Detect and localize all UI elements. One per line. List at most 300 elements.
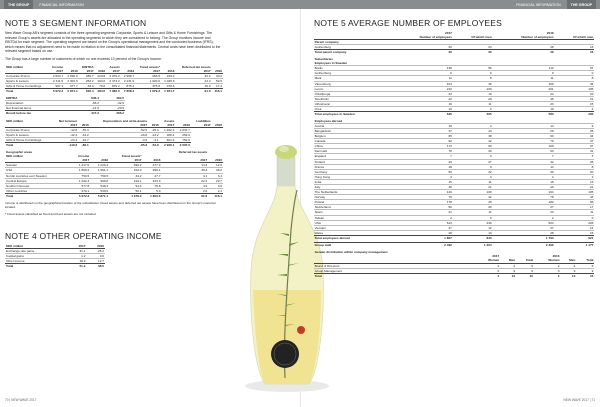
row-label: Poland <box>314 200 391 205</box>
depreciation-table <box>5 119 223 148</box>
cell-value: 2 031.7 <box>175 127 191 132</box>
row-label: Sports & Leisure <box>5 132 52 137</box>
cell-value: 750.5 <box>71 173 91 178</box>
cell-value: 2017 <box>71 158 91 163</box>
cell-value: 2016 <box>148 123 160 128</box>
row-label: Group total <box>314 243 391 248</box>
cell-value: 2 396 <box>492 243 554 248</box>
cell-value: 4 <box>554 107 594 112</box>
cell-value: 2016 <box>161 69 176 74</box>
cell-value: 56 <box>453 66 493 71</box>
cell-value: 2 663.7 <box>49 73 64 78</box>
page-footer: NEW WAVE 2017 | 71 <box>563 398 595 402</box>
cell-value: 2 <box>473 273 499 278</box>
cell-value: 12 <box>453 225 493 230</box>
cell-value: 375.8 <box>135 83 161 88</box>
cell-value: 2 590.6 <box>64 73 79 78</box>
cell-value: 376.6 <box>161 83 176 88</box>
cell-value: 1 803.6 <box>143 193 162 198</box>
cell-value: 38.5 <box>86 263 105 268</box>
row-label: Italy <box>314 185 391 190</box>
cell-value: 16 <box>554 45 594 50</box>
cell-value: 2 302.9 <box>64 78 79 83</box>
total-row <box>5 111 125 116</box>
cell-value: 42 <box>492 159 554 164</box>
total-row <box>5 193 223 198</box>
header-section: FINANCIAL INFORMATION <box>39 2 84 7</box>
cell-value: 21 <box>453 185 493 190</box>
cell-value: Deferred tax assets <box>178 150 208 155</box>
page-footer: 70 | NEW WAVE 2017 <box>5 398 37 402</box>
cell-value: Total <box>516 258 534 263</box>
cell-value: Fixed assets* <box>140 64 160 69</box>
cell-value: 9 <box>576 268 594 273</box>
cell-value: 14 <box>453 230 493 235</box>
cell-value: -29.9 <box>100 106 125 111</box>
cell-value: 50.1 <box>109 188 142 193</box>
cell-value: 44.4 <box>176 78 212 83</box>
cell-value: 2017 <box>49 69 64 74</box>
row-label: Total <box>5 193 71 198</box>
row-label: Result before tax <box>5 111 75 116</box>
other-income-table <box>5 244 105 268</box>
cell-value: 21 <box>554 185 594 190</box>
cell-value: Total <box>576 258 594 263</box>
cell-value: 49 <box>492 185 554 190</box>
cell-value: -25.3 <box>148 127 160 132</box>
gender-table <box>314 250 594 278</box>
cell-value: 7 858.2 <box>121 89 136 94</box>
row-label: Nordic countries excl Sweden <box>5 173 71 178</box>
cell-value: 3 007.0 <box>175 142 191 147</box>
page-header-left <box>0 0 300 9</box>
cell-value: 25.2 <box>86 248 105 253</box>
cell-value: 2017 <box>106 69 121 74</box>
row-label: Mark <box>314 76 391 81</box>
cell-value: 997.1 <box>49 83 64 88</box>
cell-value: 879.2 <box>106 83 121 88</box>
cell-value: 2017 <box>90 123 148 128</box>
cell-value: Liabilities <box>196 118 211 123</box>
row-label: Bangladesh <box>314 128 391 133</box>
right-page <box>314 14 594 278</box>
cell-value: 1.2 <box>68 253 87 258</box>
cell-value: 875.3 <box>121 83 136 88</box>
row-label: Subsidiaries <box>314 57 333 62</box>
cell-value: 15 <box>554 101 594 106</box>
cell-value: Number of employees <box>391 35 453 40</box>
row-label: Belgium <box>314 134 391 139</box>
cell-value: 524 <box>492 220 554 225</box>
cell-value: Number of employees <box>492 35 554 40</box>
cell-value: 30 <box>453 200 493 205</box>
cell-value: 2 936.1 <box>160 142 176 147</box>
cell-value: 4 <box>560 263 576 268</box>
cell-value: 47 <box>391 128 453 133</box>
total-row <box>5 89 223 94</box>
note4-title: NOTE 4 OTHER OPERATING INCOME <box>5 230 162 241</box>
cell-value: 31 <box>554 149 594 154</box>
cell-value: 139 <box>391 66 453 71</box>
row-label: EBITDA <box>6 96 18 101</box>
cell-value: 27.7 <box>143 173 162 178</box>
row-label: Geographic areas <box>6 150 33 155</box>
cell-value: 1 651.7 <box>161 89 176 94</box>
cell-value: 48 <box>391 185 453 190</box>
cell-value: 1 220.4 <box>90 163 109 168</box>
cell-value: 34 <box>554 134 594 139</box>
cell-value: 18.9 <box>68 258 87 263</box>
cell-value: Depreciation and write-downs <box>103 118 148 123</box>
cell-value: 12.7 <box>86 258 105 263</box>
cell-value: 3 076.2 <box>106 73 121 78</box>
row-label: Employees abroad <box>314 118 343 123</box>
cell-value: 2016 <box>208 158 223 163</box>
cell-value: 65 <box>391 134 453 139</box>
geographic-table <box>5 150 223 198</box>
cell-value: 6 <box>576 263 594 268</box>
cell-value: 7 960.5 <box>106 89 121 94</box>
cell-value: 26 <box>554 159 594 164</box>
row-label: Borås <box>314 66 391 71</box>
cell-value: 0 <box>534 268 560 273</box>
cell-value: 24 <box>492 91 554 96</box>
cell-value: 112 <box>492 66 554 71</box>
cell-value: 0 <box>554 71 594 76</box>
cell-value: 14.3 <box>161 163 208 168</box>
cell-value: 479.1 <box>71 188 91 193</box>
cell-value: 15.0 <box>176 83 212 88</box>
total-row <box>314 273 594 278</box>
row-label: Lerum <box>314 86 391 91</box>
row-label: Corporate Promo <box>5 127 52 132</box>
row-label: Sports & Leisure <box>5 78 49 83</box>
cell-value: 249 <box>453 220 493 225</box>
footnote: * Fixed assets classified as fixed and fixed assets are not included. <box>5 212 97 217</box>
row-label: Orsa <box>314 107 391 112</box>
note3-intro: New Wave Group AB’s segment consists of the three operating segments Corporate, Sports & Leisure and Gifts & Home Furnishings. The relevant Group’s assets are allocated to the operating segments to which they are considered to belong. The Group monitors income and EBITDA for each segment. The operating segment are based on the Group’s operational management and the conducted business (IFRS), which means that no adjustment need to be made in relation to the consolidated financial statements. Central costs have been distributed to the relevant segment based on use. <box>5 31 221 54</box>
cell-value: 46 <box>492 96 554 101</box>
cell-value: 2.6 <box>161 188 208 193</box>
row-label: Depreciation <box>5 101 75 106</box>
cell-value: 18 <box>391 164 453 169</box>
cell-value: 223.3 <box>143 178 162 183</box>
row-label: Hong Kong <box>314 174 391 179</box>
cell-value: 201 <box>492 86 554 91</box>
cell-value: 484.5 <box>95 89 107 94</box>
note3-title: NOTE 3 SEGMENT INFORMATION <box>5 18 147 28</box>
cell-value: 28 <box>492 230 554 235</box>
row-label: Örkelljunga <box>314 91 391 96</box>
cell-value: 34.2 <box>109 173 142 178</box>
cell-value: 38 <box>453 134 493 139</box>
row-label: Total employees abroad <box>314 235 391 240</box>
cell-value: 3 <box>453 174 493 179</box>
cell-value: 2016 <box>86 244 105 249</box>
cell-value: 990.1 <box>143 168 162 173</box>
cell-value: 2017 <box>161 158 208 163</box>
cell-value: 2017 <box>79 69 95 74</box>
cell-value: -23.2 <box>148 132 160 137</box>
cell-value: 8 <box>554 76 594 81</box>
cell-value: -33.2 <box>78 132 90 137</box>
cell-value: Income <box>78 154 90 159</box>
cell-value: -4.9 <box>90 137 148 142</box>
cell-value: 5.0 <box>143 188 162 193</box>
row-label: USA <box>314 220 391 225</box>
cell-value: 78 <box>391 149 453 154</box>
cell-value: 0 <box>554 215 594 220</box>
cell-value: Fixed assets* <box>121 154 142 159</box>
cell-value: 8 <box>453 76 493 81</box>
cell-value: 2016 <box>121 69 136 74</box>
cell-value: 417.2 <box>75 111 100 116</box>
cell-value: 9 <box>453 164 493 169</box>
page-header-right <box>300 0 600 9</box>
cell-value: 23 <box>453 45 493 50</box>
cell-value: 70 <box>391 195 453 200</box>
cell-value: 57 <box>554 66 594 71</box>
cell-value: 11 <box>492 76 554 81</box>
cell-value: 23 <box>492 210 554 215</box>
cell-value: 178 <box>391 200 453 205</box>
cell-value: 577.8 <box>71 183 91 188</box>
cell-value: 10 <box>492 107 554 112</box>
cell-value: 2016 <box>212 69 223 74</box>
cell-value: -42.4 <box>52 132 78 137</box>
row-label: Net financial items <box>5 106 75 111</box>
cell-value: 9 <box>500 268 516 273</box>
cell-value: 1 177 <box>554 243 594 248</box>
cell-value: 22.7 <box>208 178 223 183</box>
cell-value: 289.7 <box>79 73 95 78</box>
cell-value: 490.2 <box>109 163 142 168</box>
cell-value: 2 <box>534 273 560 278</box>
cell-value: 11 <box>453 210 493 215</box>
cell-value: 2017 <box>492 254 500 259</box>
cell-value: 104 <box>391 81 453 86</box>
row-label: Spain <box>314 210 391 215</box>
cell-value: 78 <box>492 195 554 200</box>
row-label: Total <box>5 263 68 268</box>
cell-value: 6 <box>516 263 534 268</box>
cell-value: 2017 <box>160 123 176 128</box>
cell-value: 50 <box>391 169 453 174</box>
cell-value: 1 045.9 <box>161 78 176 83</box>
segment-table <box>5 65 223 94</box>
cell-value: 11 <box>453 179 493 184</box>
cell-value: 365.2 <box>100 111 125 116</box>
cell-value: 15 <box>554 230 594 235</box>
cell-value: 2016 <box>64 69 79 74</box>
cell-value: 67 <box>554 144 594 149</box>
cell-value: 636.4 <box>79 89 95 94</box>
cell-value: 10 <box>391 107 453 112</box>
cell-value: 14 <box>492 164 554 169</box>
left-page <box>5 14 223 268</box>
cell-value: 2 <box>492 215 554 220</box>
cell-value: 1 020.0 <box>135 78 161 83</box>
cell-value: -110.6 <box>52 142 78 147</box>
cell-value: 169 <box>492 144 554 149</box>
cell-value: 12 <box>554 225 594 230</box>
cell-value: 1 793 <box>492 235 554 240</box>
footnote: Income is distributed on the geographical location of the subsidiaries. Fixed assets and deferred tax assets have been distributed on the Group’s customer located. <box>5 201 217 210</box>
cell-value: Income <box>52 64 64 69</box>
cell-value: 60 <box>492 134 554 139</box>
cell-value: 2016 <box>175 123 191 128</box>
cell-value: 9 <box>560 268 576 273</box>
cell-value: 2017 <box>109 158 142 163</box>
cell-value: 3.4 <box>208 173 223 178</box>
row-label: SEK million <box>6 118 24 123</box>
row-label: Gothenburg <box>314 45 391 50</box>
cell-value: 1 217.0 <box>71 163 91 168</box>
cell-value: -29.8 <box>90 132 148 137</box>
cell-value: 1 591.1 <box>90 168 109 173</box>
cell-value: -32.9 <box>100 101 125 106</box>
cell-value: 3 <box>453 107 493 112</box>
cell-value: 2 231.9 <box>121 78 136 83</box>
cell-value: -52.5 <box>90 127 148 132</box>
cell-value: EBITDA <box>82 64 94 69</box>
row-label: England <box>314 154 391 159</box>
cell-value: 1 679.3 <box>109 193 142 198</box>
cell-value: 223.8 <box>95 73 107 78</box>
cell-value: 0.6 <box>86 253 105 258</box>
row-label: Denmark <box>314 149 391 154</box>
cell-value: 23 <box>391 91 453 96</box>
cell-value: 15 <box>516 273 534 278</box>
cell-value: 27 <box>391 225 453 230</box>
cell-value: Assets <box>164 118 175 123</box>
cell-value: 4 <box>453 123 493 128</box>
cell-value: -4.1 <box>148 137 160 142</box>
cell-value: 23 <box>453 50 493 55</box>
cell-value: 26 <box>492 45 554 50</box>
cell-value: 229.2 <box>161 73 176 78</box>
total-row <box>5 142 223 147</box>
row-label: Switzerland <box>314 205 391 210</box>
cell-value: 210 <box>391 86 453 91</box>
cell-value: 39 <box>453 81 493 86</box>
cell-value: 2017 <box>52 123 78 128</box>
cell-value: 977.7 <box>64 83 79 88</box>
row-label: Total employees in Sweden <box>314 112 391 117</box>
row-label: SEK million <box>6 64 24 69</box>
cell-value: 2017 <box>176 69 212 74</box>
cell-value: 0 <box>473 268 499 273</box>
row-label: Southern Europe <box>5 183 71 188</box>
cell-value: 66 <box>554 200 594 205</box>
cell-value: 2016 <box>95 69 107 74</box>
cell-value: 2 311.5 <box>49 78 64 83</box>
cell-value: 2017 <box>135 69 161 74</box>
header-tag: THE GROUP <box>4 0 33 9</box>
row-label: Stockholm <box>314 96 391 101</box>
row-label: Germany <box>314 169 391 174</box>
cell-value: -24.4 <box>52 137 78 142</box>
cell-value: Of which men <box>554 35 594 40</box>
cell-value: 2 492 <box>391 243 453 248</box>
cell-value: 11 <box>554 210 594 215</box>
cell-value: 20 <box>453 205 493 210</box>
cell-value: 29 <box>492 128 554 133</box>
cell-value: 105 <box>554 190 594 195</box>
cell-value: 2.1 <box>208 188 223 193</box>
cell-value: 613 <box>391 220 453 225</box>
cell-value: 0 <box>453 215 493 220</box>
cell-value: 3 <box>453 154 493 159</box>
row-label: Total <box>5 142 52 147</box>
cell-value: 0 <box>453 71 493 76</box>
cell-value: 3.9 <box>208 183 223 188</box>
cell-value: 17.3 <box>212 83 223 88</box>
row-label: Board of Directors <box>314 263 473 268</box>
cell-value: 50 <box>391 205 453 210</box>
cell-value: 63.4 <box>79 83 95 88</box>
cell-value: 79 <box>492 139 554 144</box>
cell-value: 78.8 <box>143 183 162 188</box>
cell-value: 43 <box>554 195 594 200</box>
cell-value: 2 373.2 <box>106 78 121 83</box>
row-label: Canada <box>314 139 391 144</box>
cell-value: 5 972.3 <box>71 193 91 198</box>
cell-value: 51.2 <box>68 263 87 268</box>
cell-value: 2016 <box>143 158 162 163</box>
cell-value: 20 <box>391 45 453 50</box>
cell-value: 5 972.3 <box>49 89 64 94</box>
cell-value: 635 <box>391 112 453 117</box>
cell-value: -35.3 <box>78 127 90 132</box>
employees-table <box>314 31 594 247</box>
cell-value: 1 807 <box>391 235 453 240</box>
row-label: Other countries <box>5 188 71 193</box>
row-label: Taiwan <box>314 215 391 220</box>
row-label: Capital gains <box>5 253 68 258</box>
cell-value: 5 871.1 <box>64 89 79 94</box>
row-label: Austria <box>314 123 391 128</box>
row-label: Finland <box>314 159 391 164</box>
cell-value: -65.2 <box>75 101 100 106</box>
row-label: Total <box>314 273 473 278</box>
cell-value: 4 <box>391 174 453 179</box>
cell-value: 20 <box>453 96 493 101</box>
cell-value: -88.1 <box>78 142 90 147</box>
cell-value: 0 <box>492 71 554 76</box>
cell-value: 22.3 <box>161 178 208 183</box>
cell-value: 2016 <box>78 123 90 128</box>
row-label: SEK million <box>6 154 24 159</box>
cell-value: 910.0 <box>109 168 142 173</box>
cell-value: 26 <box>492 50 554 55</box>
cell-value: 15 <box>391 179 453 184</box>
cell-value: 2017 <box>68 244 87 249</box>
note5-title: NOTE 5 AVERAGE NUMBER OF EMPLOYEES <box>314 18 503 28</box>
cell-value: 52.6 <box>212 78 223 83</box>
cell-value: -19.7 <box>78 137 90 142</box>
cell-value: 32.2 <box>176 73 212 78</box>
cell-value: 7 <box>391 154 453 159</box>
cell-value: 13 <box>560 273 576 278</box>
cell-value: 2 <box>473 263 499 268</box>
row-label: China <box>314 144 391 149</box>
cell-value: Net turnover <box>58 118 78 123</box>
cell-value: 664.3 <box>160 137 176 142</box>
cell-value: 27 <box>492 205 554 210</box>
cell-value: 0 <box>391 71 453 76</box>
row-label: Parent company <box>314 40 339 45</box>
